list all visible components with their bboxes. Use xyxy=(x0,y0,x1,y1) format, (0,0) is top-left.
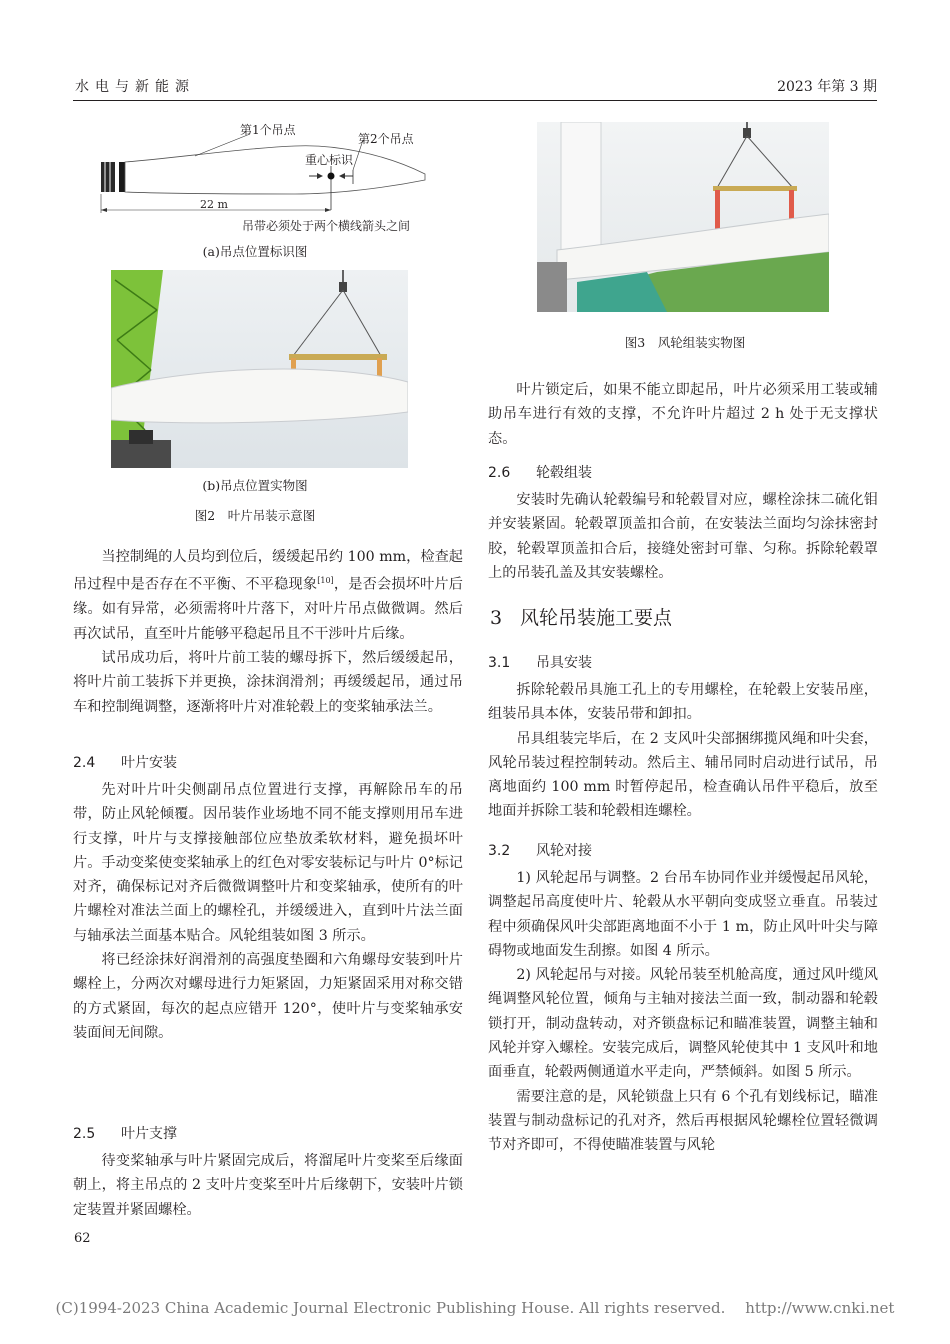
blade-lift-photo-illustration xyxy=(111,270,408,468)
left-column-block-2 xyxy=(73,778,463,1045)
right-column-block-3 xyxy=(488,678,878,824)
section-2-6-heading: 2.6 轮毂组装 xyxy=(488,465,592,481)
paragraph-blade-support: 待变桨轴承与叶片紧固完成后，将溜尾叶片变桨至后缘面朝上，将主吊点的 2 支叶片变桨至叶片后缘朝下，安装叶片锁定装置并紧固螺栓。 xyxy=(73,1153,463,1218)
citation-ref[interactable]: [10] xyxy=(317,576,334,586)
blade-body xyxy=(111,369,408,423)
spreader-beam-3 xyxy=(713,186,797,191)
journal-name: 水电与新能源 xyxy=(75,79,195,95)
caption-fig3: 图3 风轮组装实物图 xyxy=(624,335,746,350)
label-lift-point-1: 第1个吊点 xyxy=(240,123,296,137)
caption-fig2b: (b)吊点位置实物图 xyxy=(202,478,308,493)
figure-2b-photo xyxy=(111,270,408,468)
issue-label: 2023 年第 3 期 xyxy=(777,79,877,95)
caption-fig2: 图2 叶片吊装示意图 xyxy=(194,508,316,523)
right-column-block-2 xyxy=(488,488,878,585)
label-lift-point-2: 第2个吊点 xyxy=(358,132,414,146)
left-column-block-1 xyxy=(73,545,463,719)
label-distance: 22 m xyxy=(200,198,228,211)
paragraph-rotor-docking: 2) 风轮起吊与对接。风轮吊装至机舱高度，通过风叶缆风绳调整风轮位置，倾角与主轴对接法兰面一致，制动器和轮毂锁打开，制动盘转动，对齐锁盘标记和瞄准装置，调整主轴和风轮并穿入螺栓。安装完成后，调整风轮使其中 1 支风叶和地面垂直，轮毂两侧通道水平走向，严禁倾斜。如图 5 所示。 xyxy=(488,967,878,1081)
blade-root-flange xyxy=(101,162,115,192)
section-3-2-heading: 3.2 风轮对接 xyxy=(488,843,592,859)
section-3-1-heading: 3.1 吊具安装 xyxy=(488,655,592,671)
section-2-5-heading: 2.5 叶片支撑 xyxy=(73,1126,177,1142)
paragraph-hub-assembly: 安装时先确认轮毂编号和轮毂冒对应，螺栓涂抹二硫化钼并安装紧固。轮毂罩顶盖扣合前，在安装法兰面均匀涂抹密封胶，轮毂罩顶盖扣合后，接缝处密封可靠、匀称。拆除轮毂罩上的吊装孔盖及其安装螺栓。 xyxy=(488,492,878,581)
label-sling-note: 吊带必须处于两个横线箭头之间 xyxy=(242,219,411,233)
blade-root-ring xyxy=(119,162,125,192)
spreader-beam xyxy=(289,354,387,360)
paragraph-blade-lock: 叶片锁定后，如果不能立即起吊，叶片必须采用工装或辅助吊车进行有效的支撑，不允许叶片超过 2 h 处于无支撑状态。 xyxy=(488,382,878,447)
paragraph-trial-success: 试吊成功后，将叶片前工装的螺母拆下，然后缓缓起吊，将叶片前工装拆下并更换，涂抹润滑剂；再缓缓起吊，通过吊车和控制绳调整，逐渐将叶片对准轮毂上的变桨轴承法兰。 xyxy=(73,649,463,715)
copyright-footer: (C)1994-2023 China Academic Journal Electronic Publishing House. All rights reserved. http://www.cnki.net xyxy=(55,1299,895,1317)
blade-outline xyxy=(125,146,425,194)
paragraph-rigging-install: 拆除轮毂吊具施工孔上的专用螺栓，在轮毂上安装吊座，组装吊具本体，安装吊带和卸扣。 xyxy=(488,682,878,723)
paragraph-blade-install: 先对叶片叶尖侧副吊点位置进行支撑，再解除吊车的吊带，防止风轮倾覆。因吊装作业场地不同不能支撑则用吊车进行支撑，叶片与支撑接触部位应垫放柔软材料，避免损坏叶片。手动变桨使变桨轴承上的红色对零安装标记与叶片 0°标记对齐，确保标记对齐后微微调整叶片和变桨轴承，使所有的叶片螺栓对准法兰面上的螺栓孔，并缓缓进入，直到叶片法兰面与轴承法兰面基本贴合。风轮组装如图 3 所示。 xyxy=(73,782,463,944)
right-column-block-4 xyxy=(488,866,878,1158)
right-column-block-1 xyxy=(488,378,878,451)
label-center-of-gravity: 重心标识 xyxy=(305,153,354,167)
paragraph-trial-lift: 当控制绳的人员均到位后，缓缓起吊约 100 mm，检查起吊过程中是否存在不平衡、不平稳现象[10]，是否会损坏叶片后缘。如有异常，必须需将叶片落下，对叶片吊点做微调。然后再次试吊，直至叶片能够平稳起吊且不干涉叶片后缘。 xyxy=(73,549,463,642)
left-column-block-3 xyxy=(73,1149,463,1222)
paragraph-lock-disc-note: 需要注意的是，风轮锁盘上只有 6 个孔有划线标记，瞄准装置与制动盘标记的孔对齐，然后再根据风轮螺栓位置轻微调节对齐即可，不得使瞄准装置与风轮 xyxy=(488,1088,878,1154)
paragraph-bolt-tightening: 将已经涂抹好润滑剂的高强度垫圈和六角螺母安装到叶片螺栓上，分两次对螺母进行力矩紧固，力矩紧固采用对称交错的方式紧固，每次的起点应错开 120°，使叶片与变桨轴承安装面间无间隙。 xyxy=(73,952,463,1041)
header-rule xyxy=(73,100,877,101)
section-3-heading: 3 风轮吊装施工要点 xyxy=(490,607,673,629)
paragraph-rotor-lift-adjust: 1) 风轮起吊与调整。2 台吊车协同作业并缓慢起吊风轮，调整起吊高度使叶片、轮毂从水平朝向变成竖立垂直。吊装过程中须确保风叶尖部距离地面不小于 1 m，防止风叶叶尖与障碍物或地面发生刮擦。如图 4 所示。 xyxy=(488,870,878,959)
center-of-gravity-marker xyxy=(328,173,335,180)
section-2-4-heading: 2.4 叶片安装 xyxy=(73,755,177,771)
paragraph-trial-hoist: 吊具组装完毕后，在 2 支风叶尖部捆绑揽风绳和叶尖套，风轮吊装过程控制转动。然后主、辅吊同时启动进行试吊，吊离地面约 100 mm 时暂停起吊，检查确认吊件平稳后，放至地面并拆除工装和轮毂相连螺栓。 xyxy=(488,730,878,820)
figure-3-photo xyxy=(537,122,829,312)
rotor-assembly-photo-illustration xyxy=(537,122,829,312)
caption-fig2a: (a)吊点位置标识图 xyxy=(202,244,308,259)
page-number: 62 xyxy=(74,1231,91,1246)
